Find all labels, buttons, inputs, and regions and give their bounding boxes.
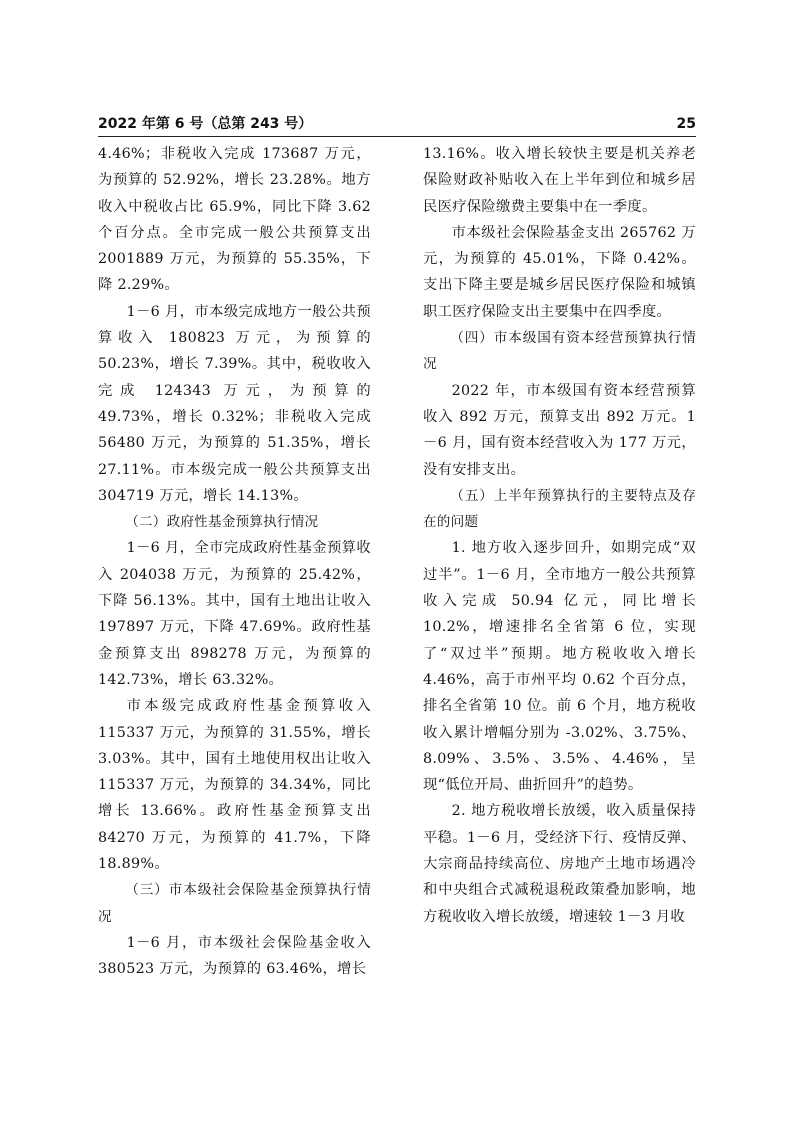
header-rule <box>98 136 696 137</box>
paragraph: 2022 年，市本级国有资本经营预算收入 892 万元，预算支出 892 万元。1－6 月，国有资本经营收入为 177 万元，没有安排支出。 <box>423 382 696 478</box>
paragraph: 2. 地方税收增长放缓，收入质量保持平稳。1－6 月，受经济下行、疫情反弹、大宗商品持续高位、房地产土地市场遇冷和中央组合式减税退税政策叠加影响，地方税收收入增长放缓，增速较 1－3 月收 <box>423 803 696 925</box>
paragraph: 1－6 月，全市完成政府性基金预算收入 204038 万元，为预算的 25.42%，下降 56.13%。其中，国有土地出让收入 197897 万元，下降 47.69%。政府性基金预算支出 898278 万元，为预算的 142.73%，增长 63.32%。 <box>98 540 371 688</box>
paragraph: 13.16%。收入增长较快主要是机关养老保险财政补贴收入在上半年到位和城乡居民医疗保险缴费主要集中在一季度。 <box>423 146 696 215</box>
page-number: 25 <box>676 116 696 132</box>
paragraph: 1. 地方收入逐步回升，如期完成“双过半”。1－6 月，全市地方一般公共预算收入完成 50.94 亿元，同比增长 10.2%，增速排名全省第 6 位，实现了“双过半”预期。地方税收收入增长 4.46%，高于市州平均 0.62 个百分点，排名全省第 10 位。前 6 个月，地方税收收入累计增幅分别为 -3.02%、3.75%、8.09%、3.5%、3.5%、4.46%，呈现“低位开局、曲折回升”的趋势。 <box>423 540 696 794</box>
section-heading: （三）市本级社会保险基金预算执行情况 <box>98 882 371 925</box>
paragraph: 市本级社会保险基金支出 265762 万元，为预算的 45.01%，下降 0.42%。支出下降主要是城乡居民医疗保险和城镇职工医疗保险支出主要集中在四季度。 <box>423 224 696 320</box>
section-heading: （四）市本级国有资本经营预算执行情况 <box>423 330 696 373</box>
paragraph: 1－6 月，市本级社会保险基金收入 380523 万元，为预算的 63.46%，增长 <box>98 934 371 978</box>
running-header <box>98 114 696 138</box>
left-column <box>98 141 371 983</box>
section-heading: （二）政府性基金预算执行情况 <box>125 514 319 531</box>
paragraph: 市本级完成政府性基金预算收入 115337 万元，为预算的 31.55%，增长 3.03%。其中，国有土地使用权出让收入 115337 万元，为预算的 34.34%，同比增长 13.66%。政府性基金预算支出 84270 万元，为预算的 41.7%，下降 18.89%。 <box>98 698 371 873</box>
right-column <box>423 141 696 930</box>
paragraph: 4.46%；非税收入完成 173687 万元，为预算的 52.92%，增长 23.28%。地方收入中税收占比 65.9%，同比下降 3.62 个百分点。全市完成一般公共预算支出 2001889 万元，为预算的 55.35%，下降 2.29%。 <box>98 146 371 294</box>
section-heading: （五）上半年预算执行的主要特点及存在的问题 <box>423 487 696 531</box>
paragraph: 1－6 月，市本级完成地方一般公共预算收入 180823 万元，为预算的 50.23%，增长 7.39%。其中，税收收入完成 124343 万元，为预算的 49.73%，增长 0.32%；非税收入完成 56480 万元，为预算的 51.35%，增长 27.11%。市本级完成一般公共预算支出 304719 万元，增长 14.13%。 <box>98 303 371 504</box>
journal-issue: 2022 年第 6 号（总第 243 号） <box>98 116 313 132</box>
